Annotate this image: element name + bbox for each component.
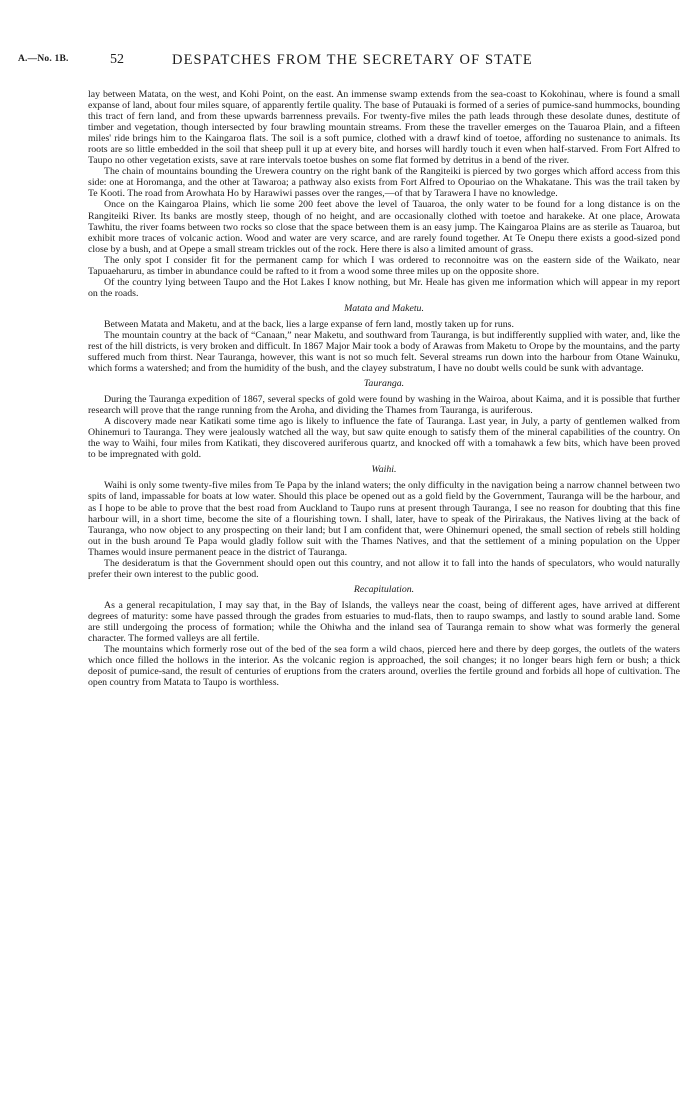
paragraph: The mountains which formerly rose out of the bed of the sea form a wild chaos, pierced here and there by deep gorges, the outlets of the waters which once filled the hollows in the interior. As the volcanic region is approached, the soil changes; it no longer bears high fern or bush; a thick deposit of pumice-sand, the result of centuries of eruptions from the craters around, overlies the fertile ground and forbids all hope of cultivation. The open country from Matata to Taupo is worthless. xyxy=(88,644,680,689)
paragraph: lay between Matata, on the west, and Kohi Point, on the east. An immense swamp extends from the sea-coast to Kokohinau, where is found a small expanse of land, about four miles square, of apparently fertile quality. The base of Putauaki is formed of a series of pumice-sand hummocks, bounding this tract of fern land, and from these upwards barrenness prevails. For twenty-five miles the path leads through these desolate dunes, destitute of timber and vegetation, though intersected by four brawling mountain streams. From these the traveller emerges on the Tauaroa Plain, and a fifteen miles' ride brings him to the Kaingaroa flats. The soil is a soft pumice, clothed with a drawf kind of toetoe, affording no sustenance to animals. Its roots are so little embedded in the soil that sheep pull it up at every bite, and horses will hardly touch it even when half-starved. From Fort Alfred to Taupo no other vegetation exists, save at rare intervals toetoe bushes on some flat formed by detritus in a bend of the river. xyxy=(88,89,680,167)
section-heading: Waihi. xyxy=(371,464,397,476)
body-text xyxy=(88,89,680,688)
paragraph: The chain of mountains bounding the Urewera country on the right bank of the Rangiteiki is pierced by two gorges which afford access from this side: one at Horomanga, and the other at Tawaroa; a pathway also exists from Fort Alfred to Opouriao on the Whakatane. This was the trail taken by Te Kooti. The road from Arowhata Ho by Harawiwi passes over the ranges,—of that by Tarawera I have no knowledge. xyxy=(88,166,680,200)
section-heading: Tauranga. xyxy=(363,378,405,390)
paragraph: Waihi is only some twenty-five miles from Te Papa by the inland waters; the only difficulty in the navigation being a narrow channel between two spits of land, impassable for boats at low water. Should this place be opened out as a gold field by the Government, Tauranga will be the harbour, and as I hope to be able to prove that the best road from Auckland to Taupo runs at present through Tauranga, I see no reason for doubting that this fine harbour will, in a short time, become the site of a flourishing town. I shall, later, have to speak of the Pirirakaus, the Natives living at the back of Tauranga, who now object to any prospecting on their land; but I am confident that, were Ohinemuri opened, the small section of rebels still holding out in the bush around Te Papa would gladly follow suit with the Thames Natives, and that the settlement of a mining population on the Upper Thames would insure permanent peace in the district of Tauranga. xyxy=(88,480,680,558)
paragraph: The mountain country at the back of “Canaan,” near Maketu, and southward from Tauranga, is but indifferently supplied with water, and, like the rest of the hill districts, is very broken and difficult. In 1867 Major Mair took a body of Arawas from Maketu to Orope by the mountains, and the party suffered much from thirst. Near Tauranga, however, this want is not so much felt. Several streams run down into the harbour from Otane Wainuku, which forms a watershed; and from the humidity of the bush, and the clayey substratum, I have no doubt wells could be sunk with advantage. xyxy=(88,329,680,375)
running-title: DESPATCHES FROM THE SECRETARY OF STATE xyxy=(172,52,533,68)
page-number: 52 xyxy=(110,52,124,67)
page-header xyxy=(0,52,700,72)
paragraph: Between Matata and Maketu, and at the back, lies a large expanse of fern land, mostly taken up for runs. xyxy=(104,318,514,330)
paragraph: As a general recapitulation, I may say that, in the Bay of Islands, the valleys near the coast, being of different ages, have arrived at different degrees of maturity: some have passed through the grades from estuaries to mud-flats, then to raupo swamps, and lastly to sound arable land. Some are still undergoing the process of formation; while the Ohiwha and the inland sea of Tauranga remain to show what was formerly the general character. The formed valleys are all fertile. xyxy=(88,599,680,644)
section-heading: Matata and Maketu. xyxy=(344,302,424,314)
paragraph: The only spot I consider fit for the permanent camp for which I was ordered to reconnoitre was on the eastern side of the Waikato, near Tapuaeharuru, as timber in abundance could be rafted to it from a wood some three miles up on the opposite shore. xyxy=(88,254,680,277)
paragraph: Of the country lying between Taupo and the Hot Lakes I know nothing, but Mr. Heale has given me information which will appear in my report on the roads. xyxy=(88,276,680,299)
document-reference: A.—No. 1B. xyxy=(18,54,69,64)
paragraph: Once on the Kaingaroa Plains, which lie some 200 feet above the level of Tauaroa, the only water to be found for a long distance is on the Rangiteiki River. Its banks are mostly steep, though of no height, and are occasionally clothed with toetoe and harakeke. At one place, Arowata Tawhitu, the river foams between two rocks so close that the space between them is an easy jump. The Kaingaroa Plains are as sterile as Tauaroa, but exhibit more traces of volcanic action. Wood and water are very scarce, and are rarely found together. At Te Onepu there exists a good-sized pond close by a bush, and at Opepe a small stream trickles out of the rock. Here there is also a limited amount of grass. xyxy=(88,199,680,255)
paragraph: A discovery made near Katikati some time ago is likely to influence the fate of Tauranga. Last year, in July, a party of gentlemen walked from Ohinemuri to Tauranga. They were jealously watched all the way, but saw quite enough to satisfy them of the mineral capabilities of the country. On the way to Waihi, four miles from Katikati, they discovered auriferous quartz, and knocked off with a tomahawk a few bits, which have been proved to be impregnated with gold. xyxy=(88,416,680,461)
paragraph: The desideratum is that the Government should open out this country, and not allow it to fall into the hands of speculators, who would naturally prefer their own interest to the public good. xyxy=(88,557,680,580)
section-heading: Recapitulation. xyxy=(353,583,415,595)
paragraph: During the Tauranga expedition of 1867, several specks of gold were found by washing in the Wairoa, about Kaima, and it is possible that further research will prove that the range running from the Aroha, and dividing the Thames from Tauranga, is auriferous. xyxy=(88,394,680,417)
